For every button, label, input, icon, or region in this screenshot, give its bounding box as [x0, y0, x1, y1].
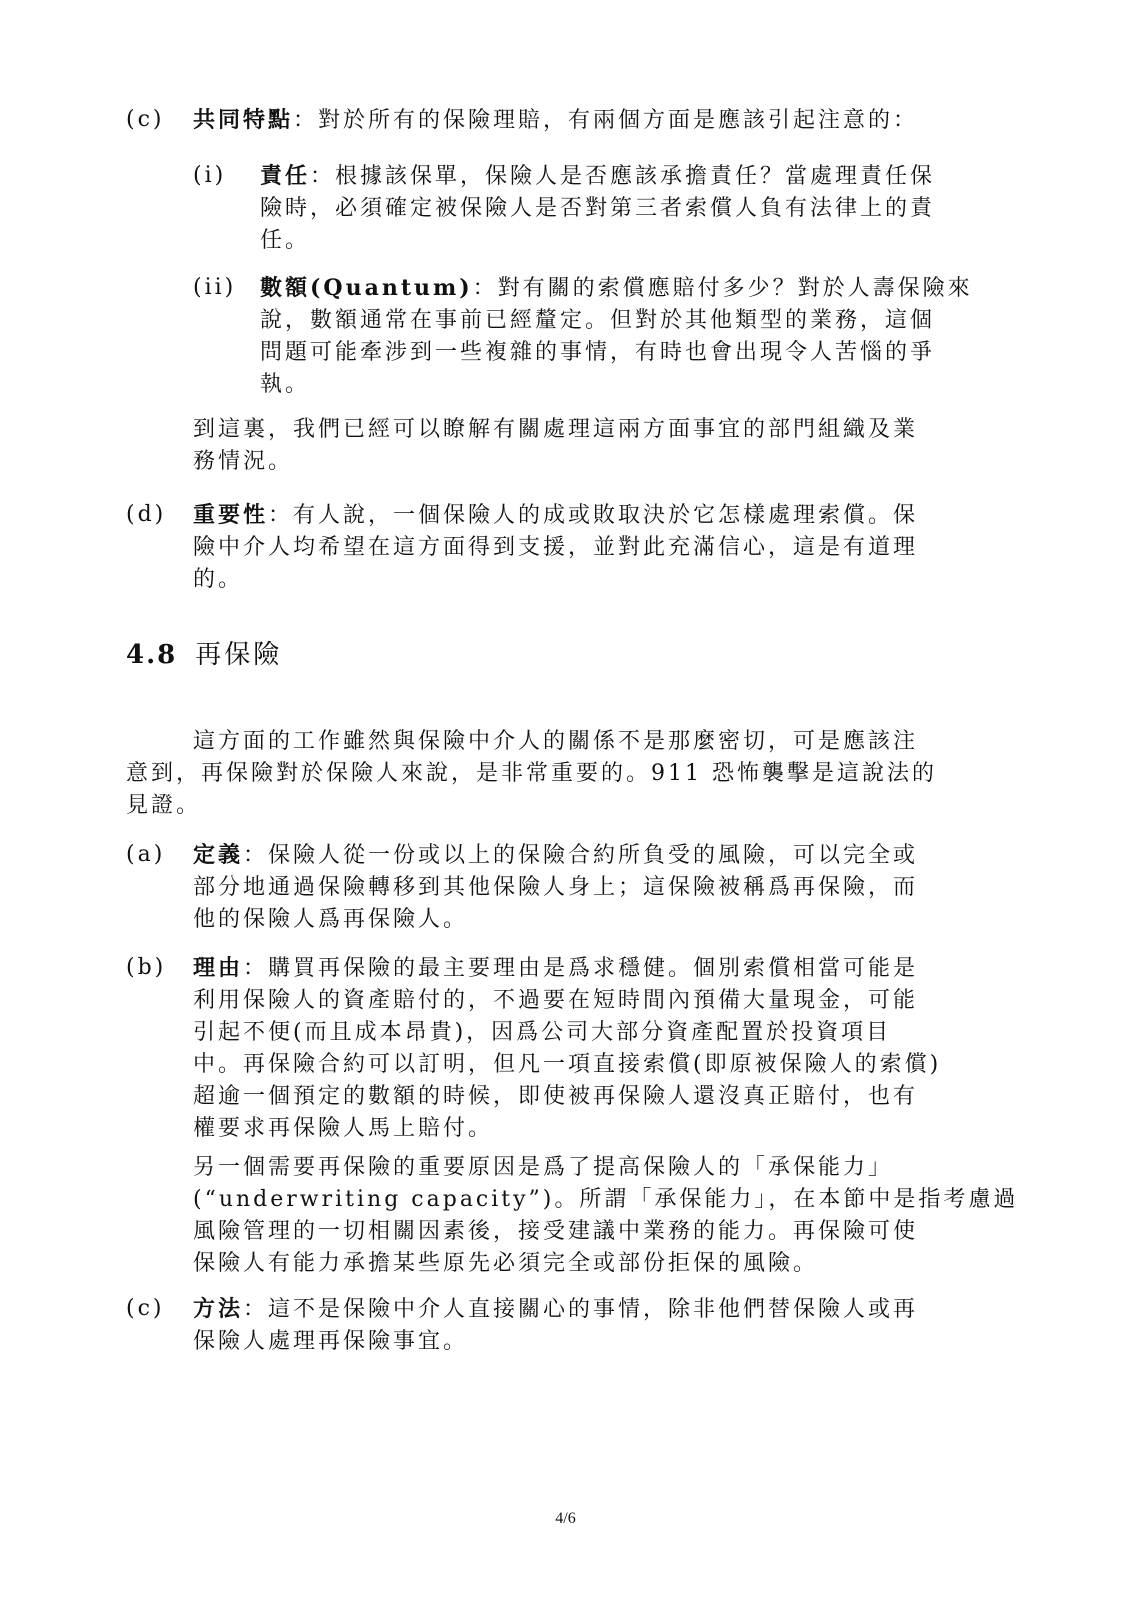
paragraph-line: 超逾一個預定的數額的時候，即使被再保險人還沒真正賠付，也有 — [193, 1084, 919, 1109]
subitem-i-liability — [260, 160, 935, 257]
paragraph-line: 問題可能牽涉到一些複雜的事情，有時也會出現令人苦惱的爭 — [260, 340, 936, 365]
paragraph-line: 責任：根據該保單，保險人是否應該承擔責任？當處理責任保 — [260, 163, 936, 189]
item-marker-a: (a) — [126, 842, 166, 867]
paragraph-line: 見證。 — [126, 793, 202, 818]
paragraph-line: 險時，必須確定被保險人是否對第三者索償人負有法律上的責 — [260, 196, 936, 221]
paragraph-department-note — [193, 414, 918, 478]
item-label: 重要性 — [193, 502, 269, 528]
subitem-marker-ii: (ii) — [193, 275, 237, 300]
paragraph-line: (“underwriting capacity”)。所謂「承保能力」，在本節中是指考慮過 — [193, 1187, 1019, 1212]
item-marker-c-method: (c) — [126, 1296, 165, 1321]
item-label: 共同特點 — [193, 107, 294, 133]
paragraph-line: 權要求再保險人馬上賠付。 — [193, 1116, 494, 1141]
item-label: 理由 — [193, 955, 244, 981]
paragraph-line: 另一個需要再保險的重要原因是爲了提高保險人的「承保能力」 — [193, 1155, 894, 1180]
paragraph-line: 引起不便(而且成本昂貴)，因爲公司大部分資產配置於投資項目 — [193, 1020, 892, 1045]
paragraph-line: 執。 — [260, 372, 311, 397]
item-c-common-features — [193, 104, 918, 137]
paragraph-line: 共同特點：對於所有的保險理賠，有兩個方面是應該引起注意的： — [193, 107, 919, 133]
item-label: 數額(Quantum) — [260, 275, 473, 301]
paragraph-line: 務情況。 — [193, 449, 294, 474]
item-marker-b: (b) — [126, 955, 167, 980]
paragraph-line: 任。 — [260, 228, 311, 253]
paragraph-line: 理由：購買再保險的最主要理由是爲求穩健。個別索償相當可能是 — [193, 955, 919, 981]
item-d-importance — [193, 499, 918, 596]
section-number: 4.8 — [126, 640, 178, 670]
paragraph-line: 險中介人均希望在這方面得到支援，並對此充滿信心，這是有道理 — [193, 535, 919, 560]
item-a-definition — [193, 839, 918, 936]
item-marker-c: (c) — [126, 107, 165, 132]
item-label: 方法 — [193, 1296, 244, 1322]
paragraph-line: 的。 — [193, 567, 244, 592]
item-label: 責任 — [260, 163, 311, 189]
subitem-ii-quantum — [260, 272, 973, 401]
page-number: 4/6 — [555, 1510, 576, 1527]
paragraph-line: 保險人處理再保險事宜。 — [193, 1329, 469, 1354]
section-title: 再保險 — [195, 640, 283, 670]
paragraph-line: 利用保險人的資產賠付的，不過要在短時間內預備大量現金，可能 — [193, 988, 919, 1013]
paragraph-line: 保險人有能力承擔某些原先必須完全或部份拒保的風險。 — [193, 1251, 819, 1276]
paragraph-line: 部分地通過保險轉移到其他保險人身上；這保險被稱爲再保險，而 — [193, 875, 919, 900]
paragraph-line: 定義：保險人從一份或以上的保險合約所負受的風險，可以完全或 — [193, 842, 919, 868]
paragraph-intro — [126, 726, 937, 822]
paragraph-line: 方法：這不是保險中介人直接關心的事情，除非他們替保險人或再 — [193, 1296, 919, 1322]
item-label: 定義 — [193, 842, 244, 868]
paragraph-line: 說，數額通常在事前已經釐定。但對於其他類型的業務，這個 — [260, 308, 936, 333]
item-c-method — [193, 1293, 918, 1358]
paragraph-line: 到這裏，我們已經可以瞭解有關處理這兩方面事宜的部門組織及業 — [193, 417, 919, 442]
item-marker-d: (d) — [126, 502, 167, 527]
paragraph-line: 他的保險人爲再保險人。 — [193, 907, 469, 932]
paragraph-line: 數額(Quantum)：對有關的索償應賠付多少？對於人壽保險來 — [260, 275, 973, 301]
item-b-reasons — [193, 952, 941, 1145]
subitem-marker-i: (i) — [193, 163, 227, 188]
paragraph-line: 中。再保險合約可以訂明，但凡一項直接索償(即原被保險人的索償) — [193, 1052, 942, 1077]
paragraph-line: 這方面的工作雖然與保險中介人的關係不是那麼密切，可是應該注 — [193, 729, 919, 754]
section-heading — [126, 639, 282, 671]
paragraph-underwriting-capacity — [193, 1152, 1018, 1280]
paragraph-line: 風險管理的一切相關因素後，接受建議中業務的能力。再保險可使 — [193, 1219, 919, 1244]
paragraph-line: 重要性：有人說，一個保險人的成或敗取決於它怎樣處理索償。保 — [193, 502, 919, 528]
paragraph-line: 意到，再保險對於保險人來說，是非常重要的。911 恐怖襲擊是這說法的 — [126, 761, 937, 786]
